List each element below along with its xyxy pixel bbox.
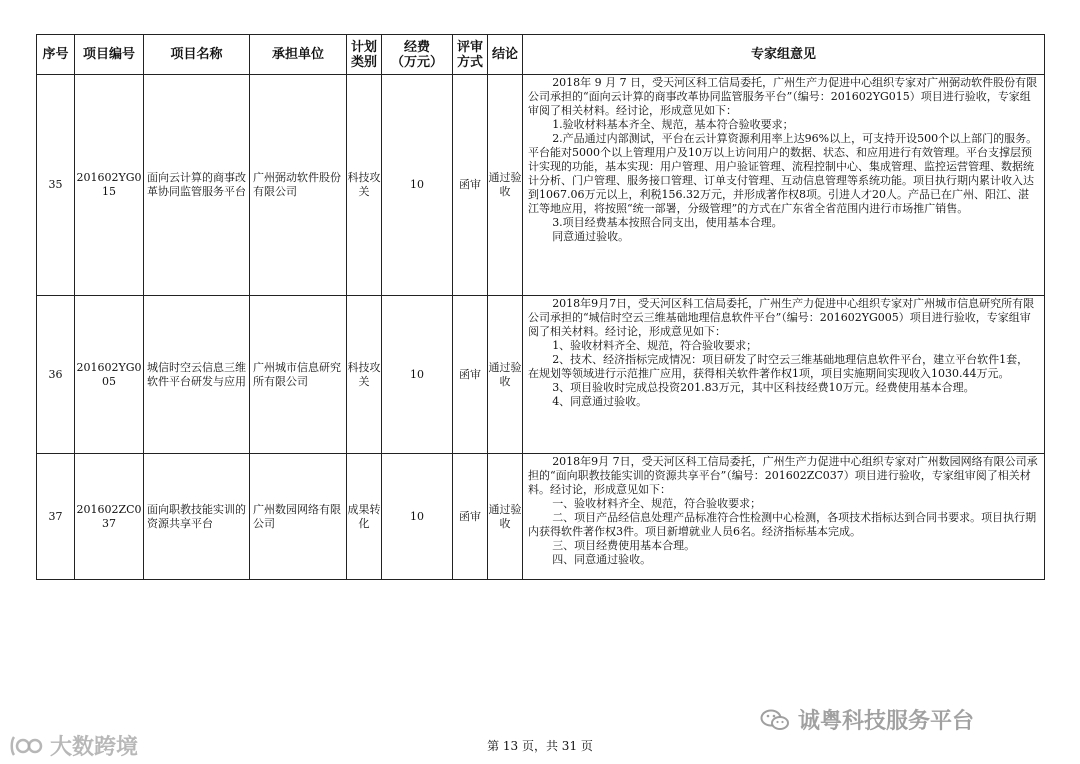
opinion-paragraph: 1、验收材料齐全、规范，符合验收要求； xyxy=(552,339,758,352)
page-number: 第 13 页，共 31 页 xyxy=(487,739,593,753)
header-seq: 序号 xyxy=(37,35,75,75)
cell-name: 面向云计算的商事改革协同监管服务平台 xyxy=(144,75,250,296)
opinion-paragraph: 2018年 9 月 7 日，受天河区科工信局委托，广州生产力促进中心组织专家对广州弼动软件股份有限公司承担的“面向云计算的商事改革协同监管服务平台”（编号：201602YG015）项目进行验收，专家组审阅了相关材料。经讨论，形成意见如下： xyxy=(528,76,1038,117)
header-name: 项目名称 xyxy=(144,35,250,75)
cell-result: 通过验收 xyxy=(488,296,523,454)
table-row xyxy=(37,296,1045,454)
cell-name: 面向职教技能实训的资源共享平台 xyxy=(144,454,250,580)
opinion-paragraph: 三、项目经费使用基本合理。 xyxy=(552,539,696,552)
cell-opinion xyxy=(523,454,1045,580)
cell-review: 函审 xyxy=(453,454,488,580)
cell-result: 通过验收 xyxy=(488,75,523,296)
table-row xyxy=(37,75,1045,296)
cell-unit: 广州弼动软件股份有限公司 xyxy=(250,75,347,296)
opinion-paragraph: 2018年9月 7日，受天河区科工信局委托，广州生产力促进中心组织专家对广州数园网络有限公司承担的“面向职教技能实训的资源共享平台”（编号：201602ZC037）项目进行验收，专家组审阅了相关材料。经讨论，形成意见如下： xyxy=(528,455,1038,496)
opinion-paragraph: 一、验收材料齐全、规范，符合验收要求； xyxy=(552,497,762,510)
opinion-paragraph: 2.产品通过内部测试，平台在云计算资源利用率上达96%以上，可支持开设500个以上部门的服务。平台能对5000个以上管理用户及10万以上访问用户的数据、状态、和应用进行有效管理。平台支撑层预计实现的功能，基本实现：用户管理、用户验证管理、流程控制中心、集成管理、监控运营管理、数据统计分析、门户管理、服务接口管理、订单支付管理、互动信息管理等系统功能。项目执行期内累计收入达到1067.06万元以上，利税156.32万元，并形成著作权8项。引进人才20人。产品已在广州、阳江、湛江等地应用，将按照“统一部署，分级管理”的方式在广东省全省范围内进行市场推广销售。 xyxy=(528,132,1038,215)
cell-plan: 科技攻关 xyxy=(347,296,382,454)
cell-code: 201602ZC037 xyxy=(75,454,144,580)
cell-fee: 10 xyxy=(382,454,453,580)
header-fee: 经费 （万元） xyxy=(382,35,453,75)
cell-review: 函审 xyxy=(453,296,488,454)
cell-seq: 36 xyxy=(37,296,75,454)
watermark-right xyxy=(760,704,974,735)
header-result: 结论 xyxy=(488,35,523,75)
cell-fee: 10 xyxy=(382,75,453,296)
opinion-paragraph: 同意通过验收。 xyxy=(552,230,630,243)
wechat-icon xyxy=(760,708,790,732)
table-row xyxy=(37,454,1045,580)
cell-opinion xyxy=(523,296,1045,454)
opinion-paragraph: 1.验收材料基本齐全、规范，基本符合验收要求； xyxy=(552,118,794,131)
cell-unit: 广州数园网络有限公司 xyxy=(250,454,347,580)
opinion-paragraph: 3、项目验收时完成总投资201.83万元，其中区科技经费10万元。经费使用基本合理。 xyxy=(552,381,975,394)
cell-plan: 成果转化 xyxy=(347,454,382,580)
watermark-right-text: 诚粤科技服务平台 xyxy=(798,709,975,734)
cell-seq: 35 xyxy=(37,75,75,296)
header-unit: 承担单位 xyxy=(250,35,347,75)
cell-plan: 科技攻关 xyxy=(347,75,382,296)
cell-code: 201602YG005 xyxy=(75,296,144,454)
expert-review-table xyxy=(36,34,1045,580)
opinion-paragraph: 2018年9月7日，受天河区科工信局委托，广州生产力促进中心组织专家对广州城市信息研究所有限公司承担的“城信时空云三维基础地理信息软件平台”（编号：201602YG005）项目进行验收，专家组审阅了相关材料。经讨论，形成意见如下： xyxy=(528,297,1035,338)
cell-fee: 10 xyxy=(382,296,453,454)
opinion-paragraph: 四、同意通过验收。 xyxy=(552,553,652,566)
cell-unit: 广州城市信息研究所有限公司 xyxy=(250,296,347,454)
table-header-row xyxy=(37,35,1045,75)
opinion-paragraph: 二、项目产品经信息处理产品标准符合性检测中心检测，各项技术指标达到合同书要求。项目执行期内获得软件著作权3件。项目新增就业人员6名。经济指标基本完成。 xyxy=(528,511,1037,538)
cell-code: 201602YG015 xyxy=(75,75,144,296)
header-code: 项目编号 xyxy=(75,35,144,75)
header-review: 评审 方式 xyxy=(453,35,488,75)
opinion-paragraph: 3.项目经费基本按照合同支出，使用基本合理。 xyxy=(552,216,783,229)
cell-review: 函审 xyxy=(453,75,488,296)
cell-seq: 37 xyxy=(37,454,75,580)
header-plan: 计划 类别 xyxy=(347,35,382,75)
header-opinion: 专家组意见 xyxy=(523,35,1045,75)
opinion-paragraph: 4、同意通过验收。 xyxy=(552,395,648,408)
cell-result: 通过验收 xyxy=(488,454,523,580)
opinion-paragraph: 2、技术、经济指标完成情况：项目研发了时空云三维基础地理信息软件平台，建立平台软件1套，在规划等领域进行示范推广应用，获得相关软件著作权1项，项目实施期间实现收入1030.44万元。 xyxy=(528,353,1029,380)
cell-opinion xyxy=(523,75,1045,296)
watermark-left-text: 大数跨境 xyxy=(50,735,139,760)
cell-name: 城信时空云信息三维软件平台研发与应用 xyxy=(144,296,250,454)
